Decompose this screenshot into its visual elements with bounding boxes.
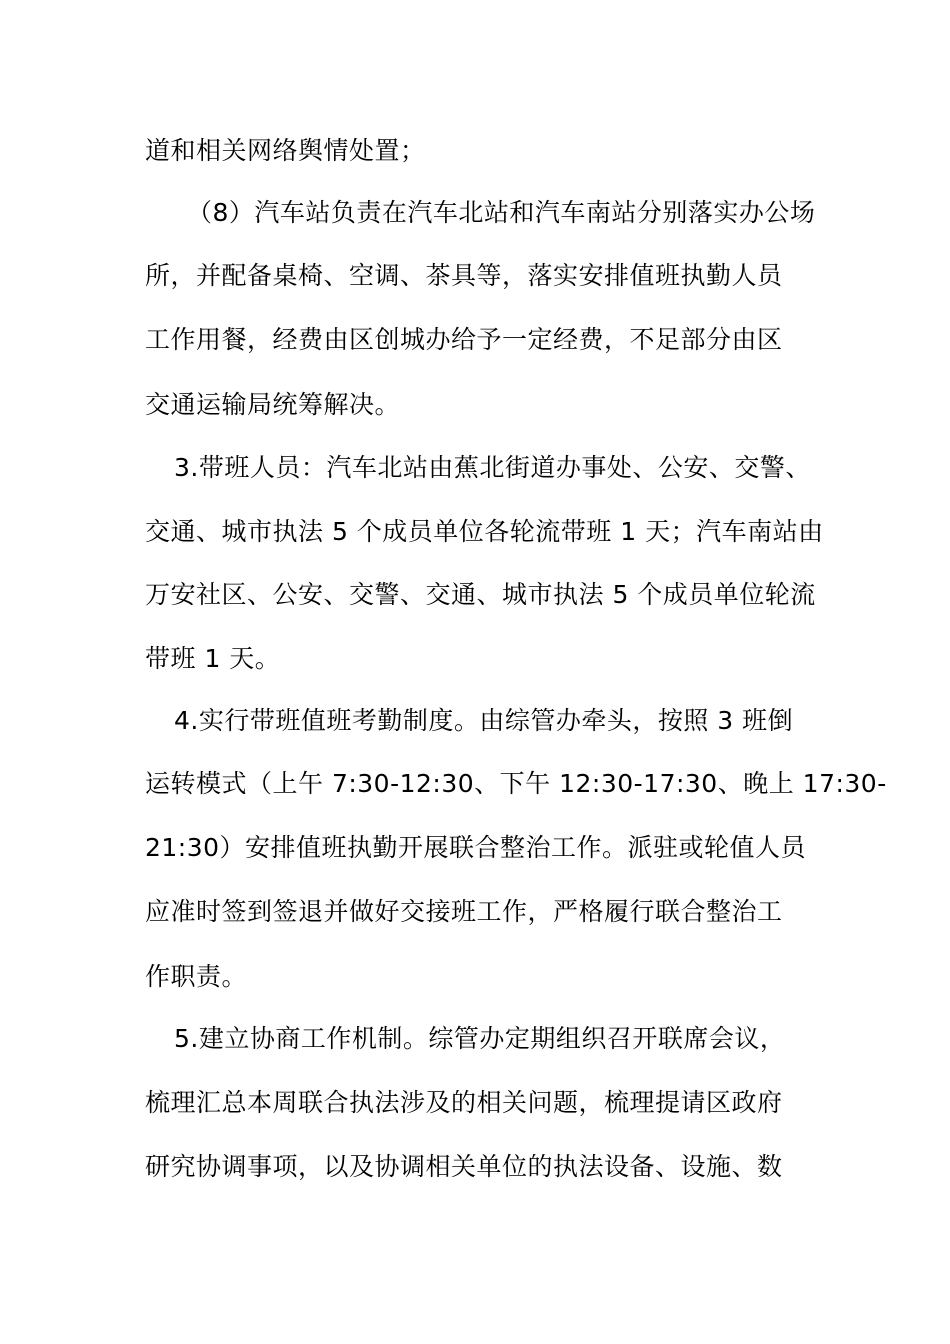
text-line: 研究协调事项，以及协调相关单位的执法设备、设施、数: [145, 1152, 783, 1181]
text-line: 运转模式（上午 7:30-12:30、下午 12:30-17:30、晚上 17:30-: [145, 769, 887, 798]
text-line: 3.带班人员：汽车北站由蕉北街道办事处、公安、交警、: [174, 453, 811, 482]
text-line: 21:30）安排值班执勤开展联合整治工作。派驻或轮值人员: [145, 833, 807, 862]
text-line: 交通运输局统筹解决。: [145, 390, 401, 419]
text-line: 工作用餐，经费由区创城办给予一定经费，不足部分由区: [145, 325, 783, 354]
text-line: 道和相关网络舆情处置；: [145, 136, 426, 165]
text-line: 5.建立协商工作机制。综管办定期组织召开联席会议，: [174, 1024, 786, 1053]
text-line: 万安社区、公安、交警、交通、城市执法 5 个成员单位轮流: [145, 580, 816, 609]
text-line: （8）汽车站负责在汽车北站和汽车南站分别落实办公场: [187, 198, 816, 227]
text-line: 应准时签到签退并做好交接班工作，严格履行联合整治工: [145, 897, 783, 926]
text-line: 带班 1 天。: [145, 644, 281, 673]
text-line: 4.实行带班值班考勤制度。由综管办牵头，按照 3 班倒: [174, 706, 794, 735]
text-line: 梳理汇总本周联合执法涉及的相关问题，梳理提请区政府: [145, 1088, 783, 1117]
text-line: 所，并配备桌椅、空调、茶具等，落实安排值班执勤人员: [145, 261, 783, 290]
text-line: 作职责。: [145, 962, 248, 991]
text-line: 交通、城市执法 5 个成员单位各轮流带班 1 天；汽车南站由: [145, 517, 824, 546]
